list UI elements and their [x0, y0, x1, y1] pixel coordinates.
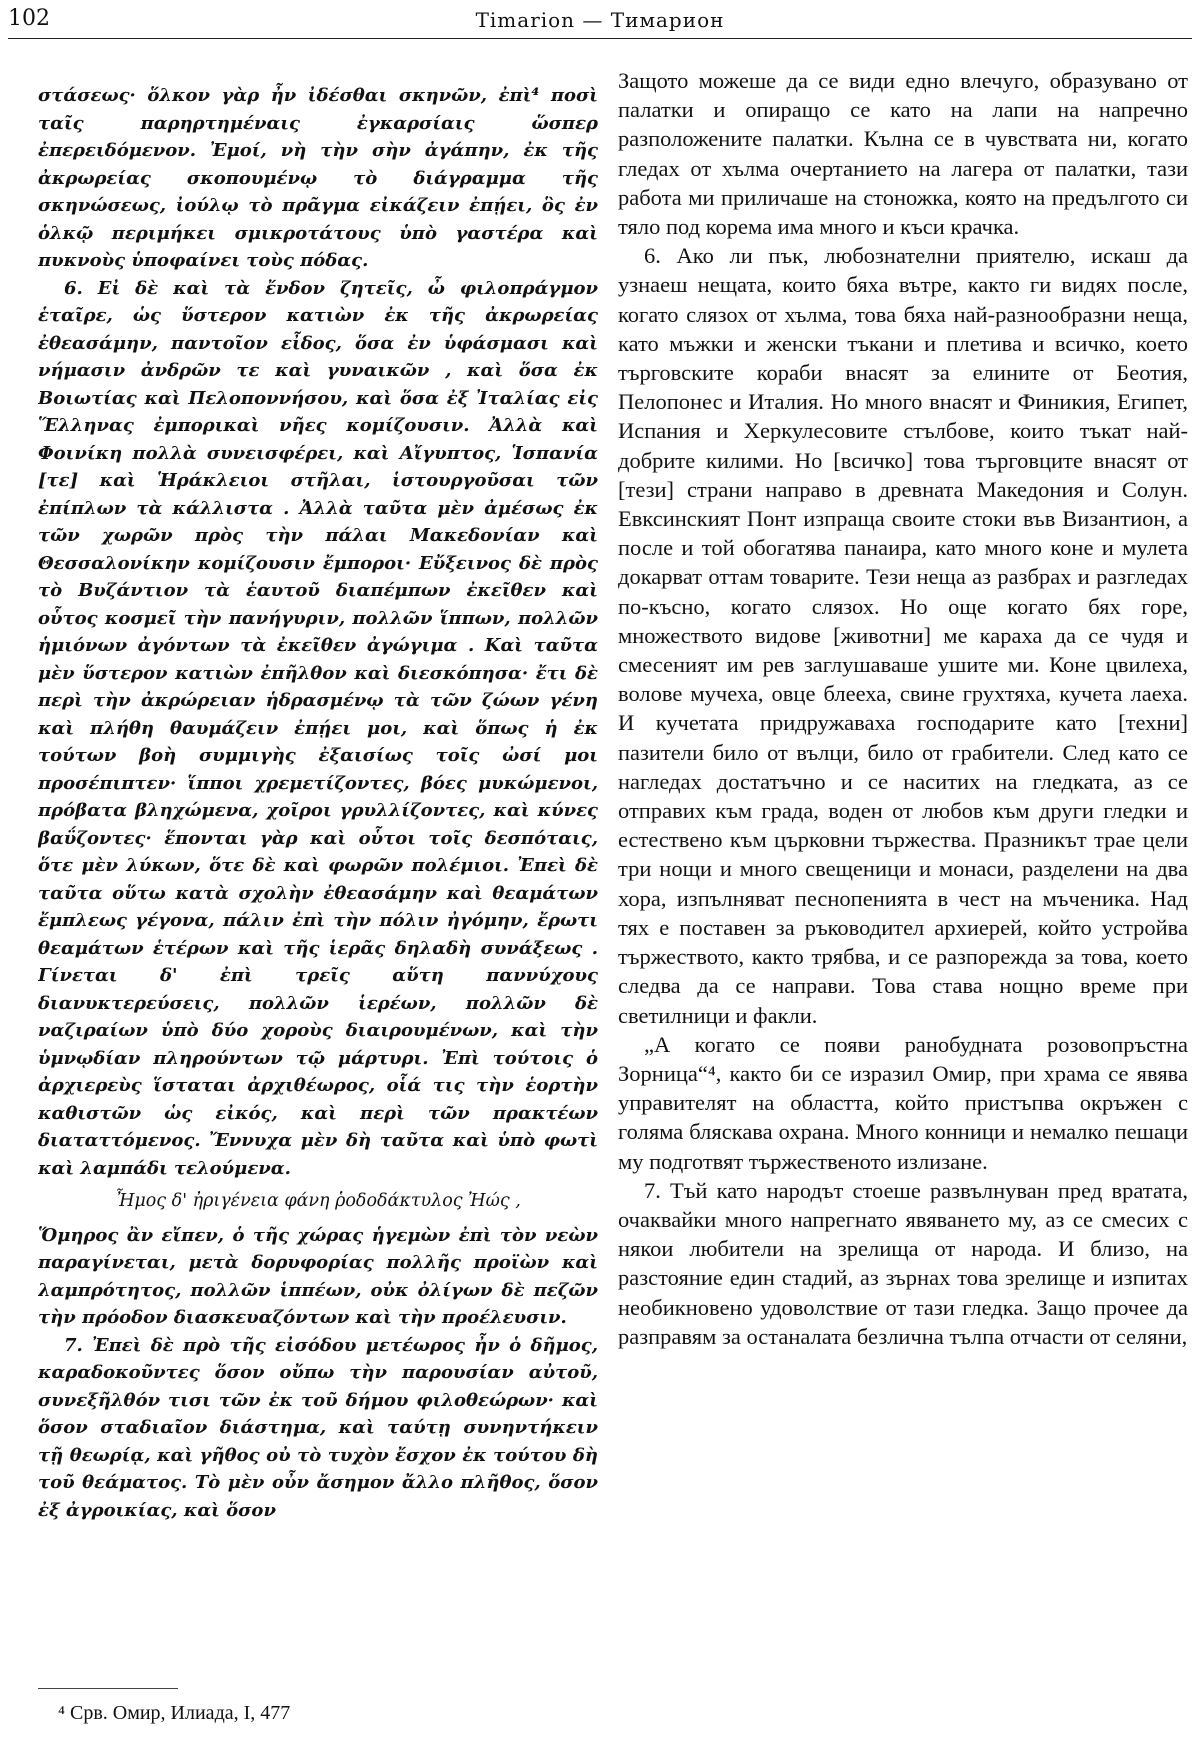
page-number: 102 — [8, 6, 50, 31]
bulgarian-paragraph: Защото можеше да се види едно влечуго, образувано от палатки и опиращо се като на лапи на напречно разположените палатки. Кълна се в чувствата ни, когато гледах от хълма очертанието на лагера от палатки, тази работа ми приличаше на стоножка, която на предългото си тяло под корема има много и къси крачка. — [618, 68, 1188, 240]
greek-paragraph: Ὅμηρος ἂν εἴπεν, ὁ τῆς χώρας ἡγεμὼν ἐπὶ τὸν νεὼν παραγίνεται, μετὰ δορυφορίας πολλῆς προϊὼν καὶ λαμπρότητος, πολλῶν ἱππέων, οὐκ ὀλίγων δὲ πεζῶν τὴν πρόοδον διασκευαζόντων καὶ τὴν προέλευσιν. — [38, 1224, 598, 1328]
homer-verse: Ἦμος δ' ἠριγένεια φάνη ῥοδοδάκτυλος Ἠώς , — [115, 1191, 521, 1211]
greek-paragraph: 6. Εἰ δὲ καὶ τὰ ἔνδον ζητεῖς, ὦ φιλοπράγμον ἑταῖρε, ὡς ὕστερον κατιὼν ἐκ τῆς ἀκρωρείας ἐθεασάμην, παντοῖον εἶδος, ὅσα ἐν ὑφάσμασι καὶ νήμασιν ἀνδρῶν τε καὶ γυναικῶν , καὶ ὅσα ἐκ Βοιωτίας καὶ Πελοποννήσου, καὶ ὅσα ἐξ Ἰταλίας εἰς Ἕλληνας ἐμπορικαὶ νῆες κομίζουσιν. Ἀλλὰ καὶ Φοινίκη πολλὰ συνεισφέρει, καὶ Αἴγυπτος, Ἱσπανία [τε] καὶ Ἡράκλειοι στῆλαι, ἱστουργοῦσαι τῶν ἐπίπλων τὰ κάλλιστα . Ἀλλὰ ταῦτα μὲν ἀμέσως ἐκ τῶν χωρῶν πρὸς τὴν πάλαι Μακεδονίαν καὶ Θεσσαλονίκην κομίζουσιν ἔμποροι· Εὔξεινος δὲ πρὸς τὸ Βυζάντιον τὰ ἑαυτοῦ διαπέμπων ἐκεῖθεν καὶ οὗτος κοσμεῖ τὴν πανήγυριν, πολλῶν ἵππων, πολλῶν ἡμιόνων ἀγόντων τὰ ἐκεῖθεν ἀγώγιμα . Καὶ ταῦτα μὲν ὕστερον κατιὼν ἐπῆλθον καὶ διεσκόπησα· ἔτι δὲ περὶ τὴν ἀκρώρειαν ἡδρασμένῳ τὰ τῶν ζώων γένη καὶ πλήθη θαυμάζειν ἐπῄει μοι, καὶ ὅπως ἡ ἐκ τούτων βοὴ συμμιγὴς ἐξαισίως τοῖς ὠσί μοι προσέπιπτεν· ἵπποι χρεμετίζοντες, βόες μυκώμενοι, πρόβατα βληχώμενα, χοῖροι γρυλλίζοντες, καὶ κύνες βαΰζοντες· ἕπονται γὰρ καὶ οὗτοι τοῖς δεσπόταις, ὅτε μὲν λύκων, ὅτε δὲ καὶ φωρῶν πολέμιοι. Ἐπεὶ δὲ ταῦτα οὕτω κατὰ σχολὴν ἐθεασάμην καὶ θεαμάτων ἔμπλεως γέγονα, πάλιν ἐπὶ τὴν πόλιν ἠγόμην, ἔρωτι θεαμάτων ἑτέρων καὶ τῆς ἱερᾶς δηλαδὴ συνάξεως . Γίνεται δ' ἐπὶ τρεῖς αὕτη παννύχους διανυκτερεύσεις, πολλῶν ἱερέων, πολλῶν δὲ ναζιραίων ὑπὸ δύο χοροὺς διαιρουμένων, καὶ τὴν ὑμνῳδίαν πληρούντων τῷ μάρτυρι. Ἐπὶ τούτοις ὁ ἀρχιερεὺς ἵσταται ἀρχιθέωρος, οἷά τις τὴν ἑορτὴν καθιστῶν ὡς εἰκός, καὶ περὶ τῶν πρακτέων διαταττόμενος. Ἔννυχα μὲν δὴ ταῦτα καὶ ὑπὸ φωτὶ καὶ λαμπάδι τελούμενα. — [38, 277, 598, 1179]
footnote: ⁴ Срв. Омир, Илиада, I, 477 — [58, 1702, 291, 1724]
header-rule — [8, 38, 1192, 39]
greek-column — [38, 82, 598, 1662]
bulgarian-paragraph: 7. Тъй като народът стоеше развълнуван пред вратата, очаквайки много напрегнато явяването му, аз се смесих с някои любители на зрелища от народа. И близо, на разстояние един стадий, аз зърнах това зрелище и изпитах необикновено удоволствие от тази гледка. Защо прочее да разправям за останалата безлична тълпа отчасти от селяни, — [618, 1177, 1188, 1349]
bulgarian-column — [618, 66, 1188, 1676]
greek-paragraph: στάσεως· ὅλκον γὰρ ἦν ἰδέσθαι σκηνῶν, ἐπὶ⁴ ποσὶ ταῖς παρηρτημέναις ἐγκαρσίαις ὥσπερ ἐπερειδόμενον. Ἐμοί, νὴ τὴν σὴν ἀγάπην, ἐκ τῆς ἀκρωρείας σκοπουμένῳ τὸ διάγραμμα τῆς σκηνώσεως, ἰούλῳ τὸ πρᾶγμα εἰκάζειν ἐπῄει, ὃς ἐν ὁλκῷ περιμήκει σμικροτάτους ὑπὸ γαστέρα καὶ πυκνοὺς ὑποφαίνει τοὺς πόδας. — [38, 85, 598, 271]
footnote-rule — [38, 1688, 178, 1689]
running-title: Timarion — Тимарион — [475, 8, 725, 32]
greek-paragraph: 7. Ἐπεὶ δὲ πρὸ τῆς εἰσόδου μετέωρος ἦν ὁ δῆμος, καραδοκοῦντες ὅσον οὔπω τὴν παρουσίαν αὐτοῦ, συνεξῆλθόν τισι τῶν ἐκ τοῦ δήμου φιλοθεώρων· καὶ ὅσον σταδιαῖον διάστημα, καὶ ταύτῃ συνηντήκειν τῇ θεωρίᾳ, καὶ γῆθος οὐ τὸ τυχὸν ἔσχον ἐκ τούτου δὴ τοῦ θεάματος. Τὸ μὲν οὖν ἄσημον ἄλλο πλῆθος, ὅσον ἐξ ἀγροικίας, καὶ ὅσον — [38, 1334, 598, 1521]
bulgarian-paragraph: 6. Ако ли пък, любознателни приятелю, искаш да узнаеш нещата, които бяха вътре, както ги видях после, когато слязох от хълма, това бяха най-разнообразни неща, като мъжки и женски тъкани и плетива и всичко, което търговските кораби внасят за елините от Беотия, Пелопонес и Италия. Но много внасят и Финикия, Египет, Испания и Херкулесовите стълбове, които тъкат най-добрите килими. Но [всичко] това търговците внасят от [тези] страни направо в древната Македония и Солун. Евксинският Понт изпраща своите стоки във Византион, а после и той обогатява панаира, като много коне и мулета докарват оттам товарите. Тези неща аз разбрах и разгледах по-късно, когато слязох. Но още когато бях горе, множеството видове [животни] ме караха да се чудя и смесеният им рев заглушаваше ушите ми. Коне цвилеха, волове мучеха, овце блееха, свине грухтяха, кучета лаеха. И кучетата придружаваха господарите като [техни] пазители било от вълци, било от грабители. След като се нагледах достатъчно и се наситих на гледката, аз се отправих към града, воден от любов към други гледки и естествено към църковни тържества. Празникът трае цели три нощи и много свещеници и монаси, разделени на два хора, изпълняват песнопенията в чест на мъченика. Над тях е поставен за ръководител архиерей, който устройва тържеството, както трябва, и се разпорежда за това, което следва да се направи. Това става нощно време при светилници и факли. — [618, 243, 1188, 1028]
bulgarian-paragraph: „А когато се появи ранобудната розовопръстна Зорница“⁴, както би се изразил Омир, при храма се явява управителят на областта, който пристъпва окръжен с голяма бляскава охрана. Много конници и немалко пешаци му подготвят тържественото излизане. — [618, 1031, 1188, 1174]
page-header — [8, 6, 1192, 36]
